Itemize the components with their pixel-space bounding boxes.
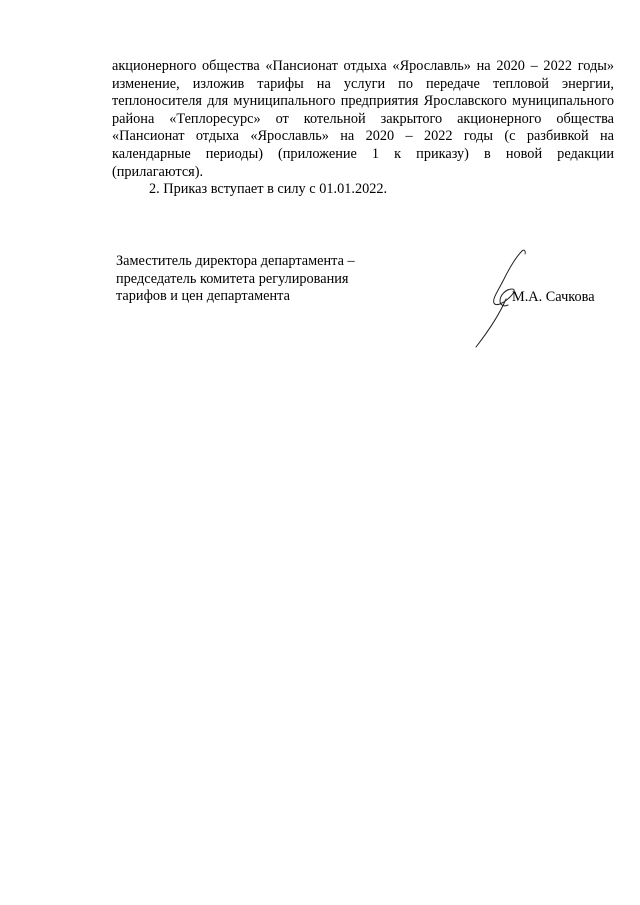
signer-position	[116, 253, 416, 306]
signer-name: М.А. Сачкова	[512, 289, 595, 305]
signer-position-line: Заместитель директора департамента –	[116, 253, 355, 269]
paragraph-continuation: акционерного общества «Пансионат отдыха «Ярославль» на 2020 – 2022 годы» изменение, изложив тарифы на услуги по передаче тепловой энергии, теплоносителя для муниципального предприятия Ярославского муниципального района «Теплоресурс» от котельной закрытого акционерного общества «Пансионат отдыха «Ярославль» на 2020 – 2022 годы (с разбивкой на календарные периоды) (приложение 1 к приказу) в новой редакции (прилагаются).	[112, 58, 614, 180]
document-body	[112, 58, 614, 199]
signer-position-line: тарифов и цен департамента	[116, 288, 290, 305]
signer-position-line: председатель комитета регулирования	[116, 270, 349, 287]
paragraph-item-2: 2. Приказ вступает в силу с 01.01.2022.	[149, 181, 388, 198]
